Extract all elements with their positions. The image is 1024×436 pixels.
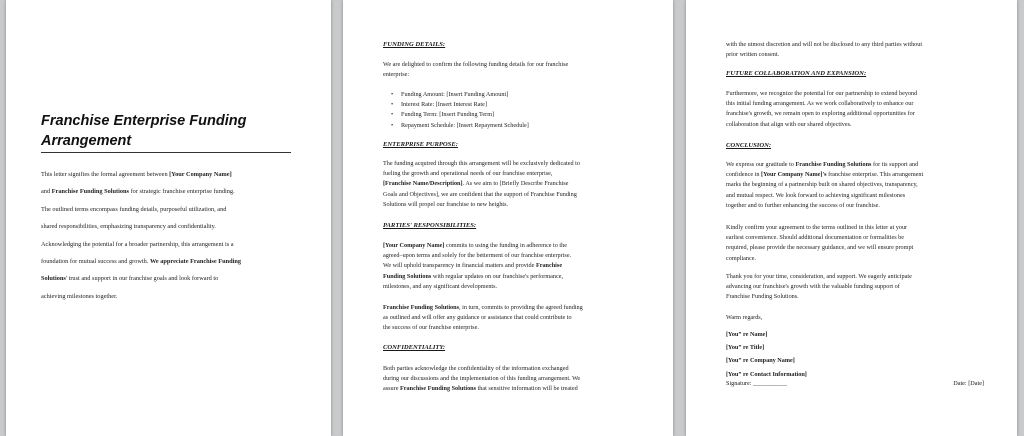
text-line bbox=[726, 109, 917, 119]
text-run: this initial funding arrangement. As we work collaboratively to enhance our bbox=[726, 100, 914, 108]
bold-text-run: [Franchise Name/Description] bbox=[383, 180, 463, 188]
text-line bbox=[726, 282, 912, 292]
document-page-2 bbox=[343, 0, 673, 436]
bold-text-run: Funding Solutions bbox=[383, 272, 432, 280]
text-run: This letter signifies the formal agreement between bbox=[41, 171, 170, 178]
document-title bbox=[41, 111, 291, 153]
future-collaboration-paragraph bbox=[726, 89, 917, 130]
text-line bbox=[383, 200, 580, 210]
intro-paragraph bbox=[41, 166, 309, 305]
text-run: advancing our franchise's growth with the valuable funding support of bbox=[726, 283, 900, 291]
text-line bbox=[41, 218, 309, 235]
text-run: as outlined and will offer any guidance or assistance that could contribute to bbox=[383, 314, 572, 322]
text-line bbox=[383, 251, 571, 261]
text-run: We are delighted to confirm the following funding details for our franchise bbox=[383, 61, 569, 68]
text-line bbox=[726, 120, 917, 130]
funding-details-list bbox=[391, 90, 529, 131]
text-line bbox=[726, 180, 923, 190]
text-line bbox=[383, 169, 580, 179]
text-line bbox=[726, 233, 913, 243]
sender-company: [Youˮ re Company Name] bbox=[726, 357, 795, 365]
text-line bbox=[41, 166, 309, 183]
text-run: The funding acquired through this arrangement will be exclusively dedicated to bbox=[383, 160, 580, 167]
text-line bbox=[726, 99, 917, 109]
text-line bbox=[41, 253, 309, 270]
text-run: shared responsibilities, emphasizing transparency and confidentiality. bbox=[41, 223, 216, 231]
text-run: marks the beginning of a partnership built on shared objectives, transparency, bbox=[726, 181, 918, 189]
text-line bbox=[383, 364, 580, 374]
document-page-3 bbox=[686, 0, 1017, 436]
text-line bbox=[41, 183, 309, 200]
text-line bbox=[726, 254, 913, 264]
text-line bbox=[726, 243, 913, 253]
bold-text-run: [Your Company Name] bbox=[383, 242, 445, 249]
sender-contact: [Youˮ re Contact Information] bbox=[726, 370, 807, 378]
text-run: fueling the growth and operational needs of our franchise enterprise, bbox=[383, 170, 553, 178]
text-line bbox=[383, 374, 580, 384]
thank-you-paragraph bbox=[726, 272, 912, 303]
date-field: Date: [Date] bbox=[953, 380, 984, 387]
text-run: , in turn, commits to providing the agreed funding bbox=[459, 304, 583, 311]
signature-line: Signature: ___________ bbox=[726, 380, 788, 387]
parties-responsibilities-paragraph-2 bbox=[383, 303, 583, 334]
text-run: agreed–upon terms and solely for the betterment of our franchise enterprise. bbox=[383, 252, 572, 260]
funding-details-heading: FUNDING DETAILS: bbox=[383, 41, 446, 48]
future-collaboration-heading: FUTURE COLLABORATION AND EXPANSION: bbox=[726, 70, 867, 77]
text-run: Thank you for your time, consideration, and support. We eagerly anticipate bbox=[726, 273, 912, 280]
text-line bbox=[41, 288, 309, 305]
text-line bbox=[726, 191, 923, 201]
bold-text-run: We appreciate bbox=[149, 258, 191, 266]
bold-text-run: Franchise Funding Solutions bbox=[51, 188, 130, 196]
text-line bbox=[383, 70, 568, 80]
text-run: Acknowledging the potential for a broader partnership, this arrangement is a bbox=[41, 240, 234, 248]
text-line bbox=[383, 323, 583, 333]
text-line bbox=[383, 159, 580, 169]
text-run: for its support and bbox=[871, 161, 919, 168]
text-line bbox=[383, 60, 568, 70]
text-run: foundation for mutual success and growth. bbox=[41, 258, 150, 266]
sender-title: [Youˮ re Title] bbox=[726, 344, 765, 352]
text-line bbox=[383, 261, 571, 271]
text-run: commits to using the funding in adherence to the bbox=[444, 242, 567, 249]
confidentiality-continued-paragraph bbox=[726, 40, 922, 60]
text-run: The outlined terms encompass funding details, purposeful utilization, and bbox=[41, 205, 227, 213]
funding-term-item: • Funding Term: [Insert Funding Term] bbox=[391, 110, 529, 120]
text-line bbox=[726, 160, 923, 170]
text-line bbox=[383, 190, 580, 200]
text-run: milestones, and any significant developments. bbox=[383, 282, 498, 290]
text-line bbox=[383, 241, 571, 251]
bold-text-run: Franchise Funding bbox=[190, 258, 241, 266]
text-line bbox=[726, 170, 923, 180]
title-line-2: Arrangement bbox=[41, 133, 132, 149]
confidentiality-heading: CONFIDENTIALITY: bbox=[383, 344, 446, 351]
bold-text-run: Franchise Funding Solutions bbox=[383, 304, 459, 311]
text-line bbox=[41, 270, 309, 287]
confidentiality-paragraph bbox=[383, 364, 580, 395]
text-line bbox=[726, 40, 922, 50]
text-run: enterprise: bbox=[383, 71, 410, 79]
text-line bbox=[383, 272, 571, 282]
interest-rate-item: • Interest Rate: [Insert Interest Rate] bbox=[391, 100, 529, 110]
text-run: Franchise Funding Solutions. bbox=[726, 293, 799, 301]
text-run: required, please provide the necessary guidance, and we will ensure prompt bbox=[726, 244, 914, 252]
warm-regards: Warm regards, bbox=[726, 314, 763, 321]
text-run: assure bbox=[383, 385, 401, 393]
text-line bbox=[383, 179, 580, 189]
text-run: franchise enterprise. This arrangement bbox=[826, 171, 924, 179]
signature-block bbox=[726, 328, 807, 381]
text-run: for strategic franchise enterprise funding. bbox=[129, 188, 235, 196]
text-run: during our discussions and the implementation of this funding arrangement. We bbox=[383, 375, 581, 383]
title-line-1: Franchise Enterprise Funding bbox=[41, 113, 247, 129]
text-run: Both parties acknowledge the confidentiality of the information exchanged bbox=[383, 365, 569, 372]
bold-text-run: [Your Company Name] bbox=[169, 171, 232, 178]
text-line bbox=[383, 282, 571, 292]
text-line bbox=[726, 89, 917, 99]
text-run: and bbox=[41, 188, 52, 196]
kindly-confirm-paragraph bbox=[726, 223, 913, 264]
signature-date-row bbox=[726, 380, 984, 387]
parties-responsibilities-paragraph-1 bbox=[383, 241, 571, 292]
text-run: that sensitive information will be treated bbox=[476, 385, 578, 393]
text-line bbox=[726, 223, 913, 233]
text-run: with regular updates on our franchise's performance, bbox=[431, 272, 564, 280]
text-run: confidence in bbox=[726, 171, 762, 179]
text-run: franchise's growth, we remain open to exploring additional opportunities for bbox=[726, 110, 915, 118]
repayment-schedule-item: • Repayment Schedule: [Insert Repayment Schedule] bbox=[391, 121, 529, 131]
text-line bbox=[383, 313, 583, 323]
text-line bbox=[726, 272, 912, 282]
sender-name: [Youˮ re Name] bbox=[726, 331, 768, 338]
bold-text-run: Solutions bbox=[41, 275, 66, 283]
text-run: Solutions will propel our franchise to new heights. bbox=[383, 200, 509, 208]
text-line bbox=[726, 50, 922, 60]
enterprise-purpose-paragraph bbox=[383, 159, 580, 210]
funding-amount-item: • Funding Amount: [Insert Funding Amount] bbox=[391, 90, 529, 100]
text-run: Goals and Objectives], we are confident that the support of Franchise Funding bbox=[383, 190, 577, 198]
text-run: the success of our franchise enterprise. bbox=[383, 324, 479, 332]
text-run: Furthermore, we recognize the potential for our partnership to extend beyond bbox=[726, 90, 918, 97]
funding-intro-paragraph bbox=[383, 60, 568, 80]
text-run: with the utmost discretion and will not be disclosed to any third parties without bbox=[726, 41, 923, 48]
bold-text-run: Franchise Funding Solutions bbox=[795, 161, 872, 168]
text-line bbox=[383, 384, 580, 394]
text-line bbox=[726, 292, 912, 302]
text-line bbox=[41, 201, 309, 218]
text-run: Kindly confirm your agreement to the terms outlined in this letter at your bbox=[726, 224, 908, 231]
text-run: compliance. bbox=[726, 254, 757, 262]
bold-text-run: [Your Company Name]'s bbox=[761, 171, 827, 179]
bold-text-run: Franchise bbox=[535, 262, 563, 270]
text-run: earliest convenience. Should additional documentation or formalities be bbox=[726, 234, 905, 242]
text-run: together and to further enhancing the success of our franchise. bbox=[726, 201, 880, 209]
parties-responsibilities-heading: PARTIES' RESPONSIBILITIES: bbox=[383, 222, 477, 229]
text-line bbox=[726, 201, 923, 211]
text-run: and mutual respect. We look forward to achieving significant milestones bbox=[726, 191, 906, 199]
document-page-1 bbox=[6, 0, 331, 436]
conclusion-paragraph bbox=[726, 160, 923, 211]
conclusion-heading: CONCLUSION: bbox=[726, 142, 772, 149]
text-line bbox=[41, 236, 309, 253]
text-run: collaboration that align with our shared objectives. bbox=[726, 120, 852, 128]
text-run: ' trust and support in our franchise goals and look forward to bbox=[65, 275, 219, 283]
text-run: prior written consent. bbox=[726, 51, 780, 59]
text-run: We will uphold transparency in financial matters and provide bbox=[383, 262, 536, 270]
text-line bbox=[383, 303, 583, 313]
bold-text-run: Franchise Funding Solutions bbox=[400, 385, 477, 393]
text-run: achieving milestones together. bbox=[41, 292, 118, 300]
text-run: We express our gratitude to bbox=[726, 161, 796, 168]
enterprise-purpose-heading: ENTERPRISE PURPOSE: bbox=[383, 141, 458, 148]
text-run: . As we aim to [Briefly Describe Franchise bbox=[462, 180, 569, 188]
